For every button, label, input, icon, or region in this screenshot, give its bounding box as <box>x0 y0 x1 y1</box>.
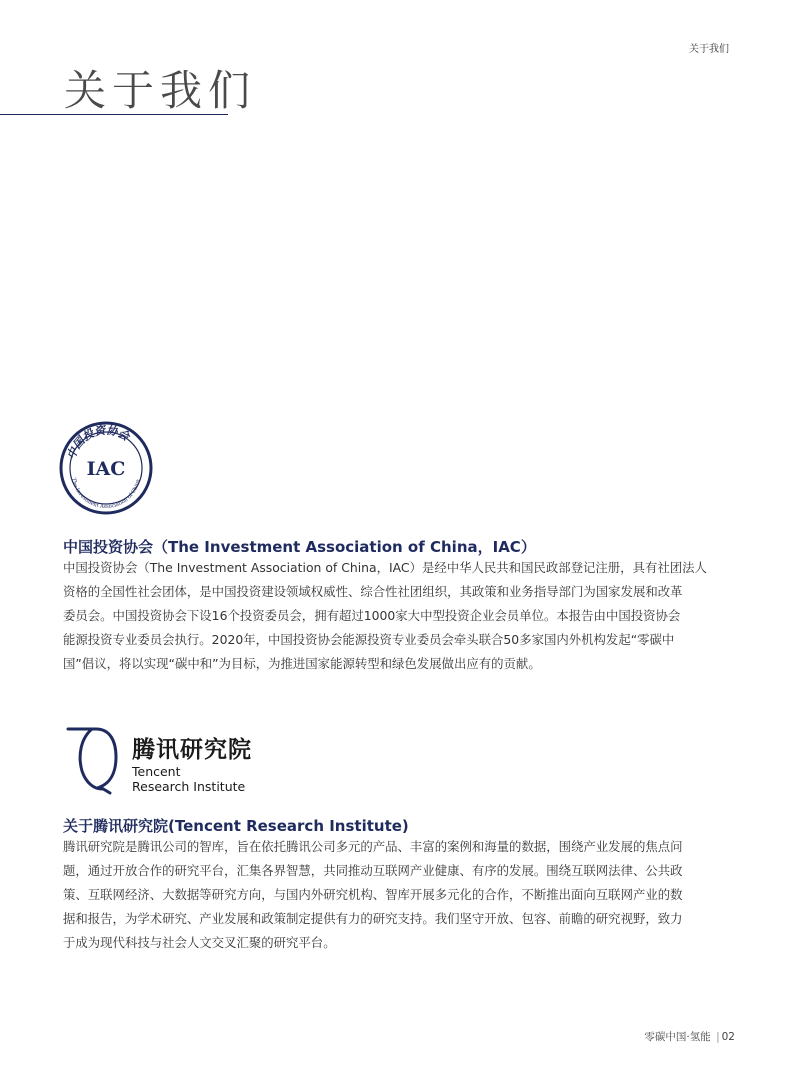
svg-text:中国投资协会 <box>65 423 133 461</box>
tencent-body-line: 题，通过开放合作的研究平台，汇集各界智慧，共同推动互联网产业健康、有序的发展。围绕互联网法律、公共政 <box>63 863 683 878</box>
tencent-logo-cn: 腾讯研究院 <box>132 737 252 763</box>
tencent-body-line: 据和报告，为学术研究、产业发展和政策制定提供有力的研究支持。我们坚守开放、包容、前瞻的研究视野，致力 <box>63 911 683 926</box>
footer-publication: 零碳中国·氢能 <box>644 1031 711 1043</box>
tencent-logo-en-line2: Research Institute <box>132 779 246 794</box>
tencent-body-line: 于成为现代科技与社会人文交叉汇聚的研究平台。 <box>63 935 336 950</box>
page-footer <box>644 1029 735 1044</box>
iac-heading: 中国投资协会（The Investment Association of China，IAC） <box>63 538 536 556</box>
tencent-logo-mark <box>66 727 120 795</box>
page-number: 02 <box>721 1031 735 1043</box>
running-header: 关于我们 <box>689 44 729 55</box>
title-underline <box>0 114 228 115</box>
page-title: 关于我们 <box>64 66 257 115</box>
footer-separator: | <box>716 1031 720 1043</box>
iac-logo-abbr: IAC <box>86 458 126 480</box>
iac-body-line: 资格的全国性社会团体，是中国投资建设领域权威性、综合性社团组织，其政策和业务指导部门为国家发展和改革 <box>63 584 683 599</box>
iac-ring-text: The Investment Association of China <box>70 477 142 511</box>
tencent-body-line: 策、互联网经济、大数据等研究方向，与国内外研究机构、智库开展多元化的合作，不断推出面向互联网产业的数 <box>63 887 683 902</box>
tencent-heading: 关于腾讯研究院(Tencent Research Institute) <box>63 817 409 835</box>
iac-seal-text: 中国投资协会 <box>64 423 132 461</box>
tencent-body-line: 腾讯研究院是腾讯公司的智库，旨在依托腾讯公司多元的产品、丰富的案例和海量的数据，围绕产业发展的焦点问 <box>63 839 683 854</box>
iac-logo <box>58 420 154 516</box>
iac-body-line: 国”倡议，将以实现“碳中和”为目标，为推进国家能源转型和绿色发展做出应有的贡献。 <box>63 656 541 671</box>
iac-body-line: 委员会。中国投资协会下设16个投资委员会，拥有超过1000家大中型投资企业会员单位。本报告由中国投资协会 <box>63 608 681 623</box>
tencent-logo-en-line1: Tencent <box>132 764 181 779</box>
iac-body-line: 能源投资专业委员会执行。2020年，中国投资协会能源投资专业委员会牵头联合50多家国内外机构发起“零碳中 <box>63 632 675 647</box>
iac-body-line: 中国投资协会（The Investment Association of China，IAC）是经中华人民共和国民政部登记注册，具有社团法人 <box>63 560 707 575</box>
